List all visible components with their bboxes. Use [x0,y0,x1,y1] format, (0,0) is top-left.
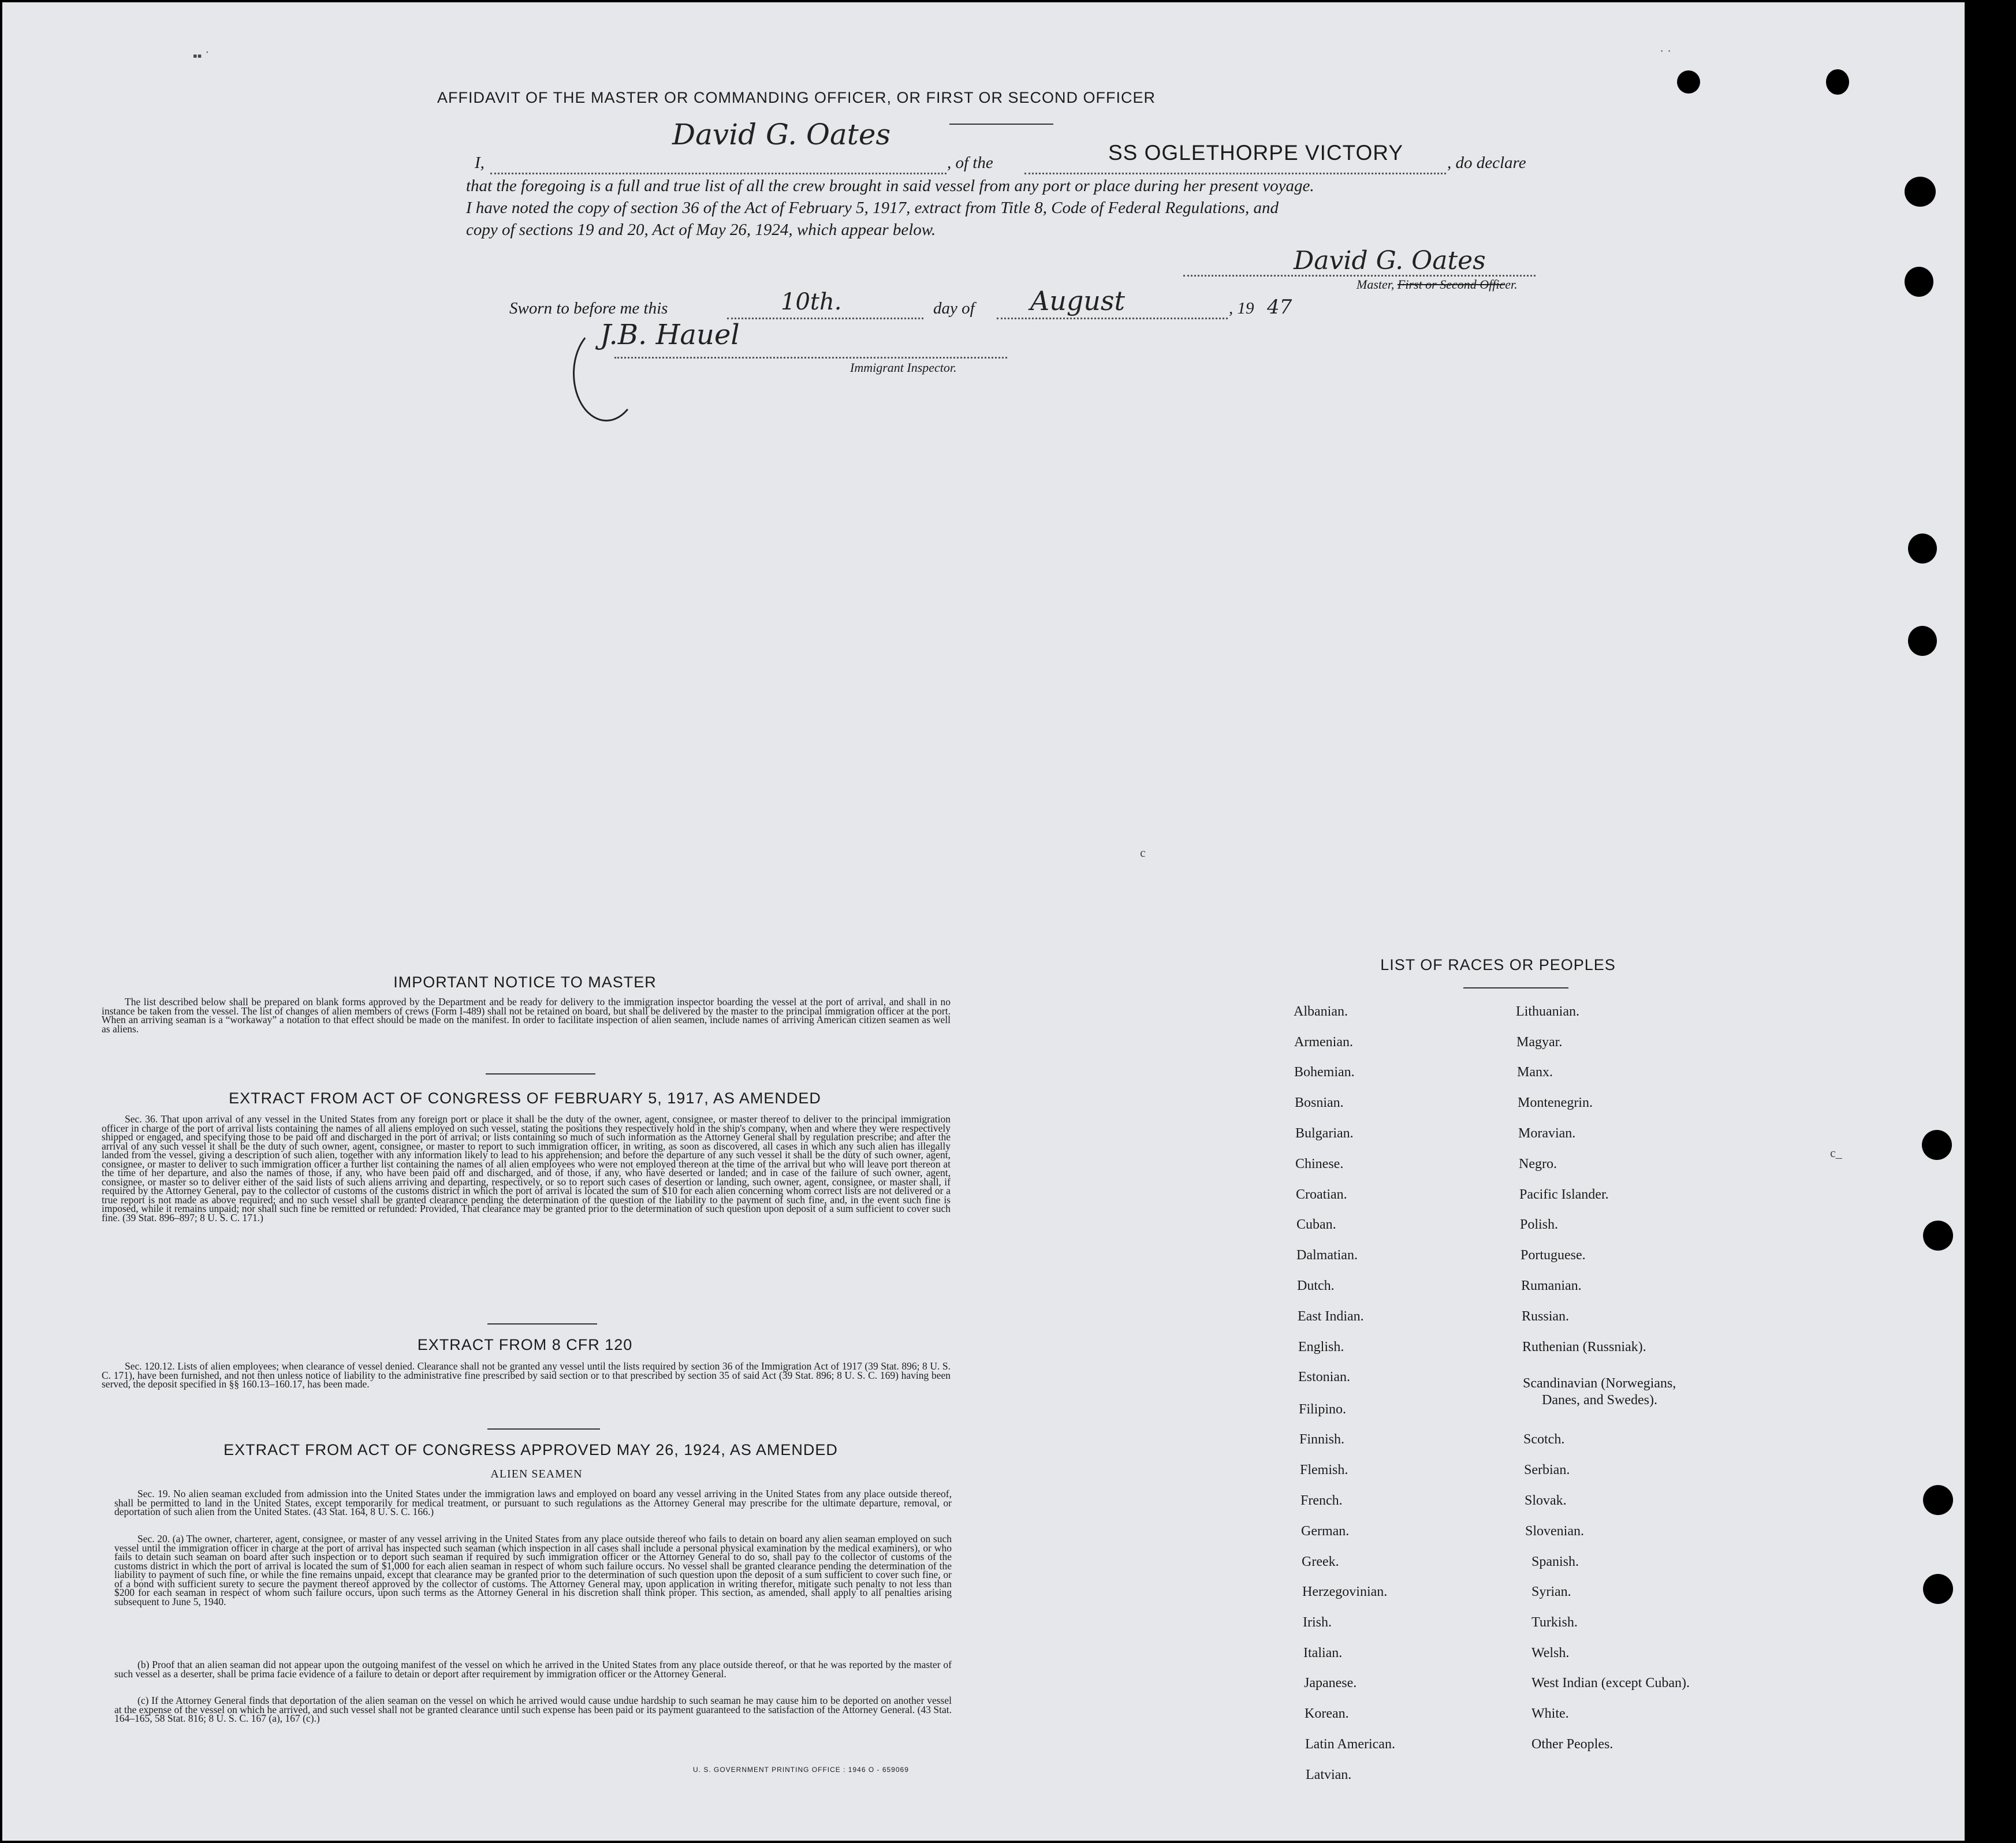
race-item: Scotch. [1523,1432,1565,1447]
race-item: Cuban. [1296,1217,1336,1232]
title-divider [949,124,1053,125]
inspector-signature-flourish [573,326,640,421]
race-item: Greek. [1302,1554,1339,1569]
race-item: Polish. [1520,1217,1559,1232]
punch-hole [1923,1574,1953,1604]
race-item: Croatian. [1296,1187,1347,1202]
race-item: English. [1298,1340,1344,1355]
extract-1924-sec20b: (b) Proof that an alien seaman did not appear upon the outgoing manifest of the vessel on which he arrived in the United States from any place outside thereof, or that he was reported by the master of such vessel as a deserter, shall be prima facie evidence of a failure to detain or deport after requirement by immigration officer or the Attorney General. [114,1659,952,1680]
race-item: Bosnian. [1295,1095,1344,1110]
notice-title: IMPORTANT NOTICE TO MASTER [393,973,657,991]
race-item: Korean. [1305,1706,1349,1721]
sworn-day: 10th. [781,289,842,315]
punch-hole [1677,70,1700,94]
printing-office-credit: U. S. GOVERNMENT PRINTING OFFICE : 1946 O - 659069 [693,1766,909,1774]
punch-hole [1922,1130,1952,1160]
race-item: Rumanian. [1521,1278,1582,1293]
race-item: Latin American. [1305,1737,1395,1752]
caption-end: er. [1505,277,1518,292]
race-item: Bohemian. [1294,1065,1355,1080]
punch-hole [1923,1485,1953,1515]
punch-hole [1826,69,1849,95]
race-item: Chinese. [1295,1156,1344,1172]
race-item: Ruthenian (Russniak). [1522,1340,1646,1355]
extract-cfr-body: Sec. 120.12. Lists of alien employees; when clearance of vessel denied. Clearance shall not be granted any vessel until the lists required by section 36 of the Immigration Act of 1917 (39 Stat. 896; 8 U. S. C. 171), have been furnished, and not then unless notice of liability to the administrative fine prescribed by said section or to that prescribed by section 35 of said Act (39 Stat. 896; 8 U. S. C. 169) having been served, the deposit specified in §§ 160.13–160.17, has been made. [102,1360,951,1390]
extract-1924-sec20a: Sec. 20. (a) The owner, charterer, agent, consignee, or master of any vessel arriving in the United States from any place outside thereof who fails to detain on board any alien seaman employed on such vessel until the immigration officer in charge at the port of arrival has inspected such seaman (which inspection in all cases shall include a personal physical examination by the medical examiners), or who fails to detain such seaman on board after such inspection or to deport such seaman if required by such immigration officer or the Attorney General to do so, shall pay to the collector of customs of the customs district in which the port of arrival is located the sum of $1,000 for each alien seaman in respect of whom such failure occurs. No vessel shall be granted clearance pending the determination of the liability to payment of such fine, or while the fine remains unpaid, except that clearance may be granted prior to the determination of such question upon the deposit of a sum sufficient to cover such fine, or of a bond with sufficient surety to secure the payment thereof approved by the collector of customs. The Attorney General may, upon application in writing therefor, mitigate such penalty to not less than $200 for each seaman in respect of whom such failure occurs, upon such terms as the Attorney General in his discretion shall think proper. This section, as amended, shall apply to all penalties arising subsequent to June 5, 1940. [114,1533,952,1607]
extract-1917-title: EXTRACT FROM ACT OF CONGRESS OF FEBRUARY 5, 1917, AS AMENDED [229,1090,821,1107]
scan-mark: c [1140,845,1146,860]
year-prefix: , 19 [1229,299,1254,318]
scan-mark: c_ [1830,1146,1842,1160]
race-item: Finnish. [1299,1432,1345,1447]
race-item: Welsh. [1531,1646,1570,1661]
race-item: Dutch. [1297,1278,1335,1293]
race-item: Italian. [1303,1646,1343,1661]
punch-hole [1923,1221,1953,1251]
section-divider [486,1073,595,1075]
race-item: Albanian. [1294,1004,1348,1019]
month-line [997,318,1228,319]
extract-1924-title: EXTRACT FROM ACT OF CONGRESS APPROVED MAY 26, 1924, AS AMENDED [223,1441,838,1458]
race-item: White. [1531,1706,1569,1721]
race-item: Slovak. [1525,1493,1567,1508]
inspector-line [614,357,1007,359]
race-item: Estonian. [1298,1370,1350,1385]
scan-mark: ˙ ˙ [1660,47,1672,62]
master-name-handwritten: David G. Oates [672,118,891,151]
race-item: Scandinavian (Norwegians, [1523,1376,1676,1391]
race-item: Bulgarian. [1295,1126,1354,1141]
affidavit-line-2: that the foregoing is a full and true list of all the crew brought in said vessel from any port or place during her present voyage. [466,177,1314,195]
master-signature-caption [1357,277,1518,292]
sworn-text: Sworn to before me this [509,299,668,318]
extract-1924-sec20c: (c) If the Attorney General finds that deportation of the alien seaman on the vessel on which he arrived would cause undue hardship to such seaman he may cause him to be deported on another vessel at the expense of the vessel on which he arrived, and such vessel shall not be granted clearance until such expense has been paid or its payment guaranteed to the satisfaction of the Attorney General. (43 Stat. 164–165, 58 Stat. 816; 8 U. S. C. 167 (a), 167 (c).) [114,1695,952,1724]
race-item: Other Peoples. [1531,1737,1613,1752]
vessel-name: SS OGLETHORPE VICTORY [1108,141,1404,165]
race-item: Turkish. [1531,1615,1578,1630]
race-item: Armenian. [1294,1035,1353,1050]
inspector-caption: Immigrant Inspector. [850,360,957,375]
race-item: Latvian. [1306,1767,1352,1782]
punch-hole [1905,177,1936,207]
race-item: East Indian. [1298,1309,1364,1324]
race-item: Russian. [1522,1309,1570,1324]
document-page [2,2,1965,1841]
extract-cfr-title: EXTRACT FROM 8 CFR 120 [417,1336,633,1353]
race-item: Japanese. [1304,1676,1357,1691]
punch-hole [1908,626,1937,656]
scan-mark: ▪▪ ˙ [193,48,210,63]
race-item: Filipino. [1299,1402,1347,1417]
race-item: Moravian. [1518,1126,1576,1141]
do-declare-text: , do declare [1447,154,1526,172]
race-item: Serbian. [1524,1463,1570,1478]
race-item: West Indian (except Cuban). [1531,1676,1690,1691]
race-item: German. [1301,1524,1350,1539]
master-signature: David G. Oates [1294,246,1486,275]
punch-hole [1905,267,1933,297]
day-of-text: day of [933,299,975,318]
extract-1917-body: Sec. 36. That upon arrival of any vessel in the United States from any foreign port or place it shall be the duty of the owner, agent, consignee, or master thereof to deliver to the principal immigration officer in charge of the port of arrival lists containing the names of all aliens employed on such vessel, stating the positions they respectively hold in the ship's company, when and where they were respectively shipped or engaged, and specifying those to be paid off and discharged in the port of arrival; or lists containing so much of such information as the Attorney General shall by regulation prescribe; and after the arrival of any such vessel it shall be the duty of such owner, agent, consignee, or master to report to such immigration officer, in writing, as soon as discovered, all cases in which any such alien has illegally landed from the vessel, giving a description of such alien, together with any information likely to lead to his apprehension; and before the departure of any such vessel it shall be the duty of such owner, agent, consignee, or master to deliver to such immigration officer a further list containing the names of all alien employees who were not employed thereon at the time of the arrival but who will leave port thereon at the time of her departure, and also the names of those, if any, who have been paid off and discharged, and of those, if any, who have deserted or landed; and in case of the failure of such owner, agent, consignee, or master so to deliver either of the said lists of such aliens arriving and departing, respectively, or so to report such cases of desertion or landing, such owner, agent, consignee, or master shall, if required by the Attorney General, pay to the collector of customs of the customs district in which the port of arrival is located the sum of $10 for each alien concerning whom correct lists are not delivered or a true report is not made as above required; and no such vessel shall be granted clearance pending the determination of the question of the liability to the payment of such fine, and, in the event such fine is imposed, while it remains unpaid; nor shall such fine be remitted or refunded: Provided, That clearance may be granted prior to the determination of such question upon deposit of a sum sufficient to cover such fine. (39 Stat. 896–897; 8 U. S. C. 171.) [102,1113,951,1223]
affidavit-line-4: copy of sections 19 and 20, Act of May 26, 1924, which appear below. [466,221,936,239]
affidavit-line-3: I have noted the copy of section 36 of the Act of February 5, 1917, extract from Title 8, Code of Federal Regulations, and [466,199,1279,217]
vessel-name-line [1024,173,1446,174]
race-item: French. [1300,1493,1343,1508]
race-item: Portuguese. [1521,1248,1586,1263]
race-item: Slovenian. [1525,1524,1584,1539]
sworn-month: August [1030,285,1126,316]
affidavit-pronoun: I, [475,154,485,172]
sworn-year: 47 [1267,296,1292,319]
race-item: Dalmatian. [1296,1248,1358,1263]
race-item: Herzegovinian. [1302,1584,1388,1599]
caption-struck: First or Second Offic [1397,277,1506,292]
race-item: Magyar. [1516,1035,1563,1050]
section-divider [487,1428,600,1430]
race-item: Danes, and Swedes). [1542,1393,1657,1408]
race-item: Irish. [1303,1615,1332,1630]
race-item: Negro. [1519,1156,1557,1172]
race-item: Spanish. [1531,1554,1579,1569]
races-divider [1463,987,1568,988]
inspector-signature: J.B. Hauel [600,319,740,351]
caption-master: Master, [1357,277,1398,292]
master-name-line [490,173,946,174]
extract-1924-subtitle: ALIEN SEAMEN [490,1468,583,1480]
races-title: LIST OF RACES OR PEOPLES [1380,956,1616,973]
race-item: Lithuanian. [1516,1004,1579,1019]
race-item: Flemish. [1300,1463,1348,1478]
day-line [727,318,923,319]
extract-1924-sec19: Sec. 19. No alien seaman excluded from admission into the United States under the immigration laws and employed on board any vessel arriving in the United States from any place outside thereof, shall be permitted to land in the United States, except temporarily for medical treatment, or pursuant to such regulations as the Attorney General may prescribe for the ultimate departure, removal, or deportation of such alien from the United States. (43 Stat. 164, 8 U. S. C. 166.) [114,1488,952,1517]
notice-body: The list described below shall be prepared on blank forms approved by the Department and be ready for delivery to the immigration inspector boarding the vessel at the port of arrival, and shall in no instance be taken from the vessel. The list of changes of alien members of crews (Form I-489) shall not be retained on board, but shall be delivered by the master to the principal immigration officer at the port. When an arriving seaman is a “workaway” a notation to that effect should be made on the manifest. In order to facilitate inspection of alien seamen, include names of arriving American citizen seamen as well as aliens. [102,996,951,1035]
affidavit-title: AFFIDAVIT OF THE MASTER OR COMMANDING OFFICER, OR FIRST OR SECOND OFFICER [437,89,1156,106]
punch-hole [1908,534,1937,564]
race-item: Pacific Islander. [1519,1187,1609,1202]
section-divider [487,1323,597,1325]
of-the-text: , of the [947,154,993,172]
race-item: Syrian. [1531,1584,1571,1599]
race-item: Montenegrin. [1518,1095,1593,1110]
race-item: Manx. [1517,1065,1553,1080]
